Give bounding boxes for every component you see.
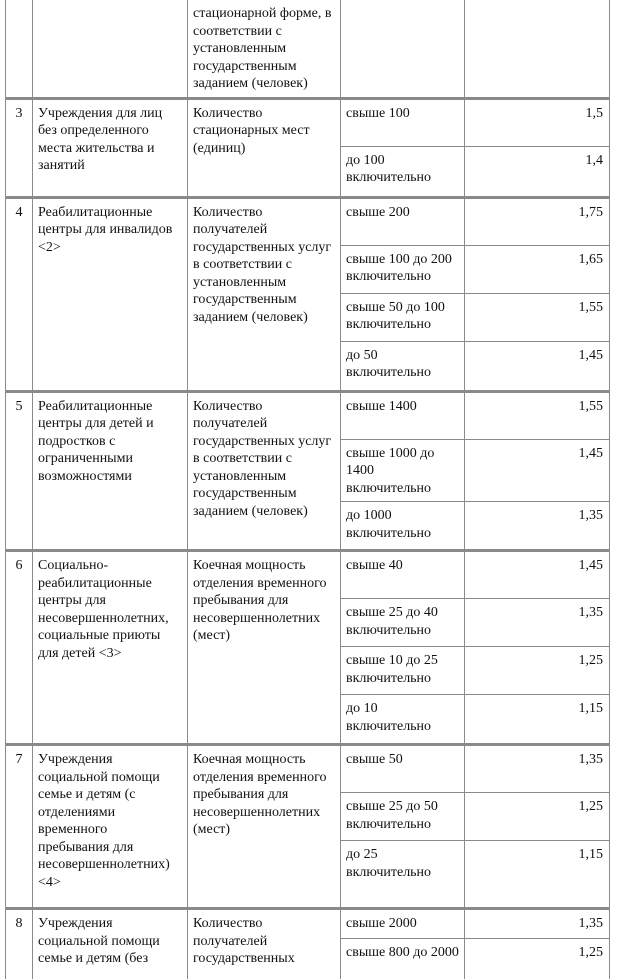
cell-value: 1,5 [465,98,610,146]
cell-range: до 100 включительно [341,146,465,197]
table-row [6,909,610,939]
table-row [6,745,610,793]
cell-range: свыше 100 [341,98,465,146]
cell-indicator: Количество получателей государственных [188,909,341,979]
coefficients-table [5,0,610,979]
cell-num: 4 [6,197,33,391]
cell-value: 1,45 [465,439,610,502]
cell-range: свыше 10 до 25 включительно [341,647,465,695]
cell-range: свыше 100 до 200 включительно [341,245,465,293]
cell-value: 1,45 [465,341,610,391]
cell-value: 1,15 [465,841,610,909]
cell-num: 3 [6,98,33,197]
table-row [6,391,610,439]
cell-institution: Учреждения для лиц без определенного места жительства и занятий [33,98,188,197]
cell-value: 1,45 [465,551,610,599]
cell-indicator: Коечная мощность отделения временного пребывания для несовершеннолетних (мест) [188,551,341,745]
cell-value: 1,65 [465,245,610,293]
cell-range: свыше 1400 [341,391,465,439]
cell-range: свыше 50 до 100 включительно [341,293,465,341]
cell-indicator: Количество получателей государственных услуг в соответствии с установленным государственным заданием (человек) [188,391,341,551]
cell-range: до 25 включительно [341,841,465,909]
cell-range: до 10 включительно [341,695,465,745]
cell-value: 1,75 [465,197,610,245]
cell-range: свыше 50 [341,745,465,793]
cell-range: свыше 1000 до 1400 включительно [341,439,465,502]
cell-indicator: Коечная мощность отделения временного пребывания для несовершеннолетних (мест) [188,745,341,909]
cell-indicator: Количество получателей государственных услуг в соответствии с установленным государственным заданием (человек) [188,197,341,391]
cell-indicator: стационарной форме, в соответствии с установленным государственным заданием (человек) [188,0,341,98]
cell-value: 1,25 [465,647,610,695]
cell-range: до 1000 включительно [341,502,465,551]
cell-num [6,0,33,98]
table-row [6,551,610,599]
cell-range: свыше 25 до 40 включительно [341,599,465,647]
cell-num: 6 [6,551,33,745]
cell-range: свыше 25 до 50 включительно [341,793,465,841]
cell-value: 1,35 [465,502,610,551]
cell-indicator: Количество стационарных мест (единиц) [188,98,341,197]
cell-value: 1,35 [465,745,610,793]
table-row [6,98,610,146]
table-row-continued [6,0,610,98]
cell-institution: Реабилитационные центры для детей и подростков с ограниченными возможностями [33,391,188,551]
cell-num: 5 [6,391,33,551]
cell-value: 1,25 [465,793,610,841]
cell-value: 1,25 [465,939,610,979]
cell-range: свыше 200 [341,197,465,245]
cell-value: 1,4 [465,146,610,197]
cell-value: 1,15 [465,695,610,745]
cell-range: до 50 включительно [341,341,465,391]
cell-value [465,0,610,98]
table-row [6,197,610,245]
cell-value: 1,55 [465,293,610,341]
cell-num: 7 [6,745,33,909]
cell-num: 8 [6,909,33,979]
cell-range: свыше 40 [341,551,465,599]
cell-range: свыше 2000 [341,909,465,939]
cell-institution: Учреждения социальной помощи семье и детям (с отделениями временного пребывания для несовершеннолетних) <4> [33,745,188,909]
cell-value: 1,35 [465,599,610,647]
cell-institution: Учреждения социальной помощи семье и детям (без [33,909,188,979]
cell-range [341,0,465,98]
cell-institution [33,0,188,98]
cell-range: свыше 800 до 2000 [341,939,465,979]
cell-institution: Реабилитационные центры для инвалидов <2> [33,197,188,391]
cell-value: 1,55 [465,391,610,439]
cell-value: 1,35 [465,909,610,939]
cell-institution: Социально-реабилитационные центры для несовершеннолетних, социальные приюты для детей <3> [33,551,188,745]
